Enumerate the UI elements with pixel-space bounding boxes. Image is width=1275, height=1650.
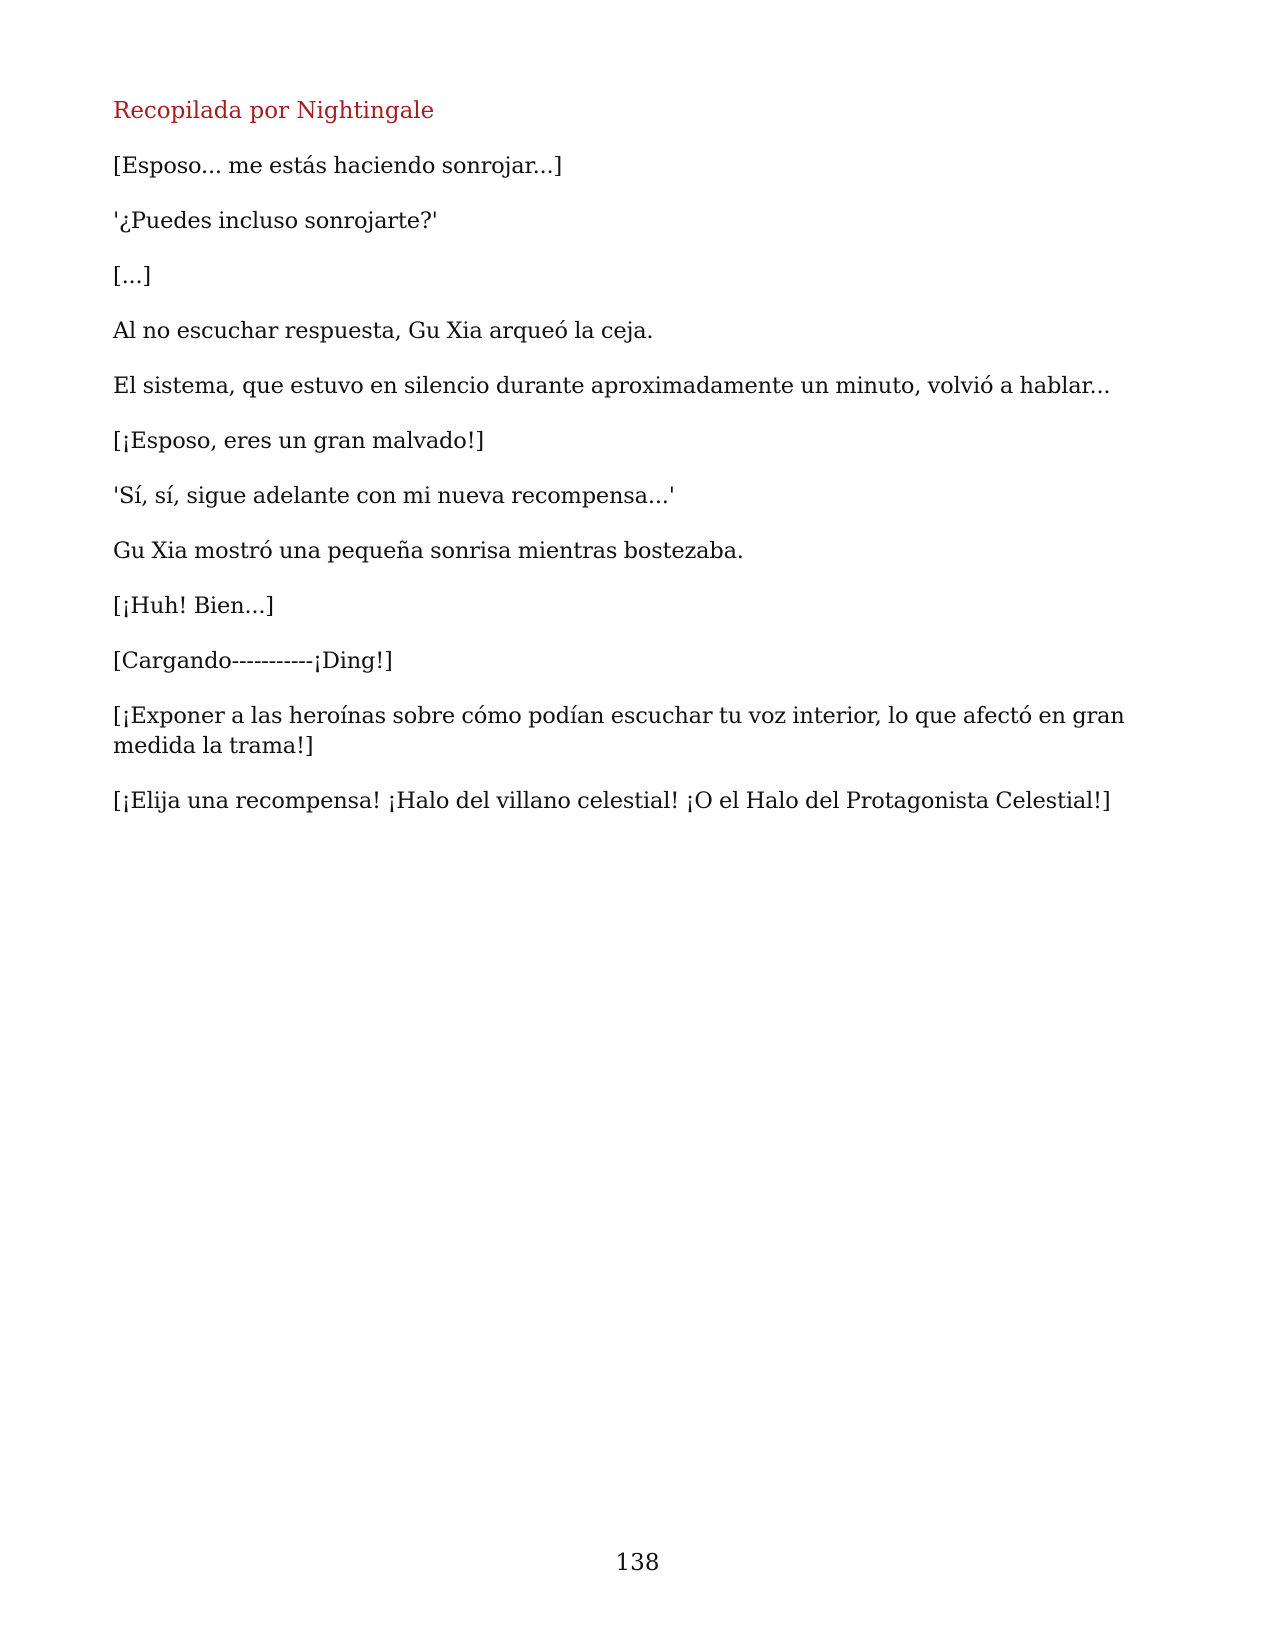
paragraph: [¡Esposo, eres un gran malvado!] (113, 428, 485, 454)
paragraph: [...] (113, 263, 152, 289)
paragraph: El sistema, que estuvo en silencio durante aproximadamente un minuto, volvió a hablar... (113, 373, 1111, 399)
paragraph: [¡Huh! Bien...] (113, 593, 274, 619)
paragraph: [¡Exponer a las heroínas sobre cómo podían escuchar tu voz interior, lo que afectó en gran medida la trama!] (113, 703, 1125, 759)
compiler-credit-header: Recopilada por Nightingale (113, 98, 435, 124)
page-number: 138 (615, 1550, 660, 1576)
paragraph: Al no escuchar respuesta, Gu Xia arqueó la ceja. (113, 318, 654, 344)
paragraph: Gu Xia mostró una pequeña sonrisa mientras bostezaba. (113, 538, 744, 564)
paragraph: [Esposo... me estás haciendo sonrojar...] (113, 153, 563, 179)
paragraph: [¡Elija una recompensa! ¡Halo del villano celestial! ¡O el Halo del Protagonista Celestial!] (113, 788, 1111, 814)
paragraph: [Cargando-----------¡Ding!] (113, 648, 393, 674)
paragraph: '¿Puedes incluso sonrojarte?' (113, 208, 438, 234)
page-content (113, 96, 1163, 841)
paragraph: 'Sí, sí, sigue adelante con mi nueva recompensa...' (113, 483, 675, 509)
